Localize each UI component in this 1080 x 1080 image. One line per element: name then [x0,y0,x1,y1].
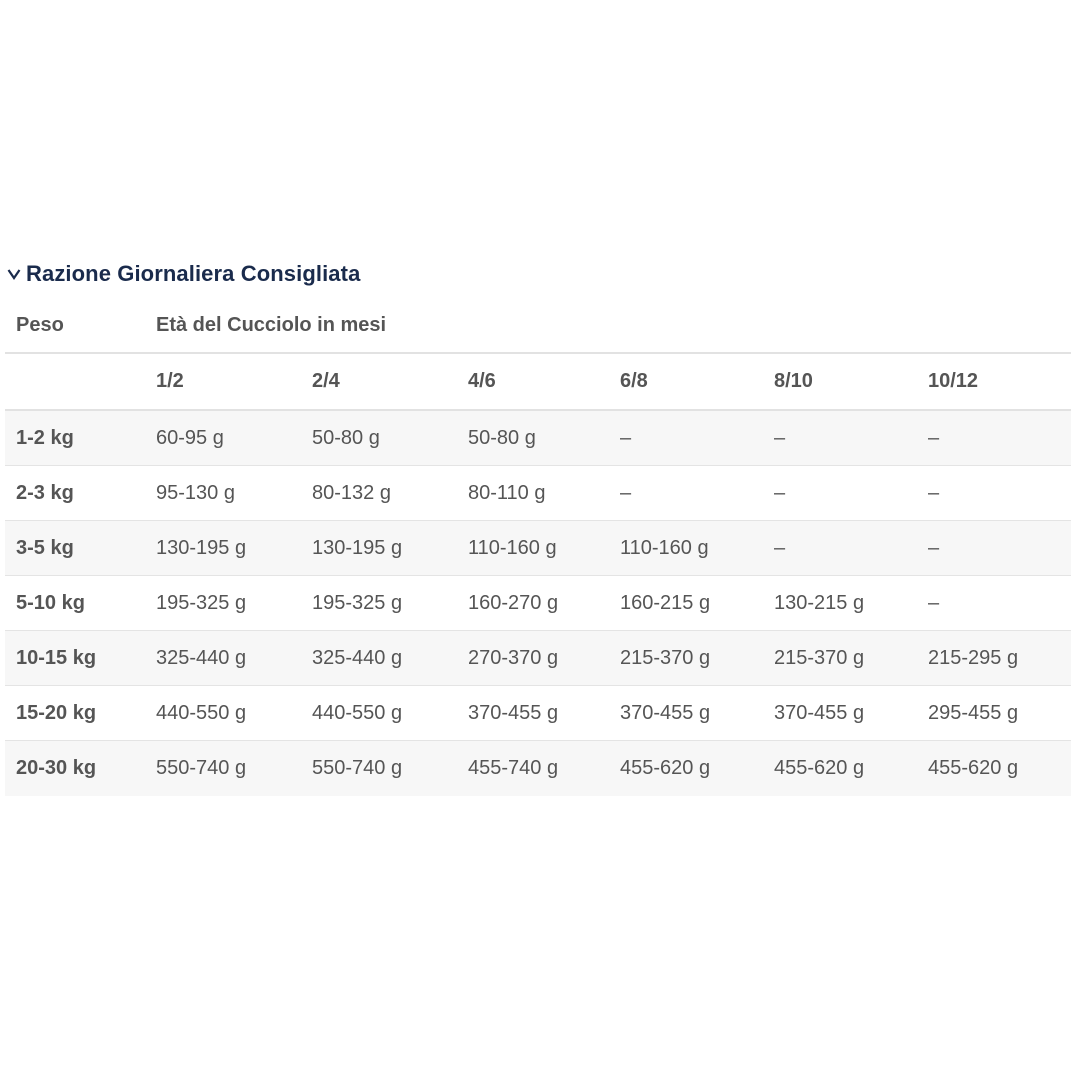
age-column-header: 4/6 [468,370,496,392]
table-header-row [5,310,1071,354]
table-cell: 195-325 g [156,591,247,614]
table-cell: 325-440 g [312,646,403,669]
row-weight: 3-5 kg [16,536,74,559]
table-cell: – [774,481,786,504]
table-row [5,521,1071,576]
table-cell: 370-455 g [774,701,865,724]
chevron-down-icon[interactable] [7,264,25,284]
table-row [5,466,1071,521]
table-cell: – [620,426,632,449]
table-cell: 440-550 g [156,701,247,724]
table-cell: 110-160 g [468,536,557,559]
table-cell: 95-130 g [156,481,235,504]
age-column-header: 6/8 [620,370,648,392]
table-cell: 50-80 g [312,426,380,449]
header-age: Età del Cucciolo in mesi [156,314,387,336]
age-column-header: 1/2 [156,370,184,392]
table-cell: 160-270 g [468,591,559,614]
row-weight: 1-2 kg [16,426,74,449]
table-row [5,686,1071,741]
table-cell: 295-455 g [928,701,1019,724]
table-cell: – [774,426,786,449]
table-cell: 215-295 g [928,646,1019,669]
table-cell: – [928,426,940,449]
table-cell: – [620,481,632,504]
table-cell: 195-325 g [312,591,403,614]
table-cell: 455-620 g [620,757,711,779]
table-cell: – [928,591,940,614]
daily-ration-section [5,258,1071,796]
table-cell: 130-195 g [312,536,403,559]
table-cell: 60-95 g [156,426,224,449]
section-toggle[interactable] [5,258,1071,290]
table-cell: 550-740 g [156,757,247,779]
row-weight: 10-15 kg [16,646,97,669]
row-weight: 2-3 kg [16,481,74,504]
row-weight: 15-20 kg [16,701,97,724]
table-row [5,576,1071,631]
table-cell: 80-132 g [312,481,391,504]
table-cell: 215-370 g [620,646,711,669]
table-row [5,411,1071,466]
row-weight: 20-30 kg [16,757,97,779]
table-cell: 440-550 g [312,701,403,724]
table-cell: – [928,481,940,504]
age-column-header: 8/10 [774,370,813,392]
table-cell: 160-215 g [620,591,711,614]
row-weight: 5-10 kg [16,591,85,614]
table-cell: 130-195 g [156,536,247,559]
section-title: Razione Giornaliera Consigliata [26,261,361,286]
age-columns-row [5,354,1071,411]
table-cell: 80-110 g [468,481,546,504]
table-cell: 370-455 g [468,701,559,724]
table-row [5,741,1071,796]
table-cell: 455-620 g [774,757,865,779]
table-cell: 270-370 g [468,646,559,669]
header-weight: Peso [16,314,64,336]
table-cell: 455-620 g [928,757,1019,779]
ration-table [5,310,1071,796]
age-column-header: 2/4 [312,370,340,392]
table-cell: 455-740 g [468,757,559,779]
table-cell: 215-370 g [774,646,865,669]
table-cell: 370-455 g [620,701,711,724]
table-cell: 110-160 g [620,536,709,559]
table-cell: – [928,536,940,559]
table-cell: 325-440 g [156,646,247,669]
table-cell: 550-740 g [312,757,403,779]
table-cell: 130-215 g [774,591,865,614]
table-cell: – [774,536,786,559]
table-row [5,631,1071,686]
age-column-header: 10/12 [928,370,979,392]
table-cell: 50-80 g [468,426,536,449]
